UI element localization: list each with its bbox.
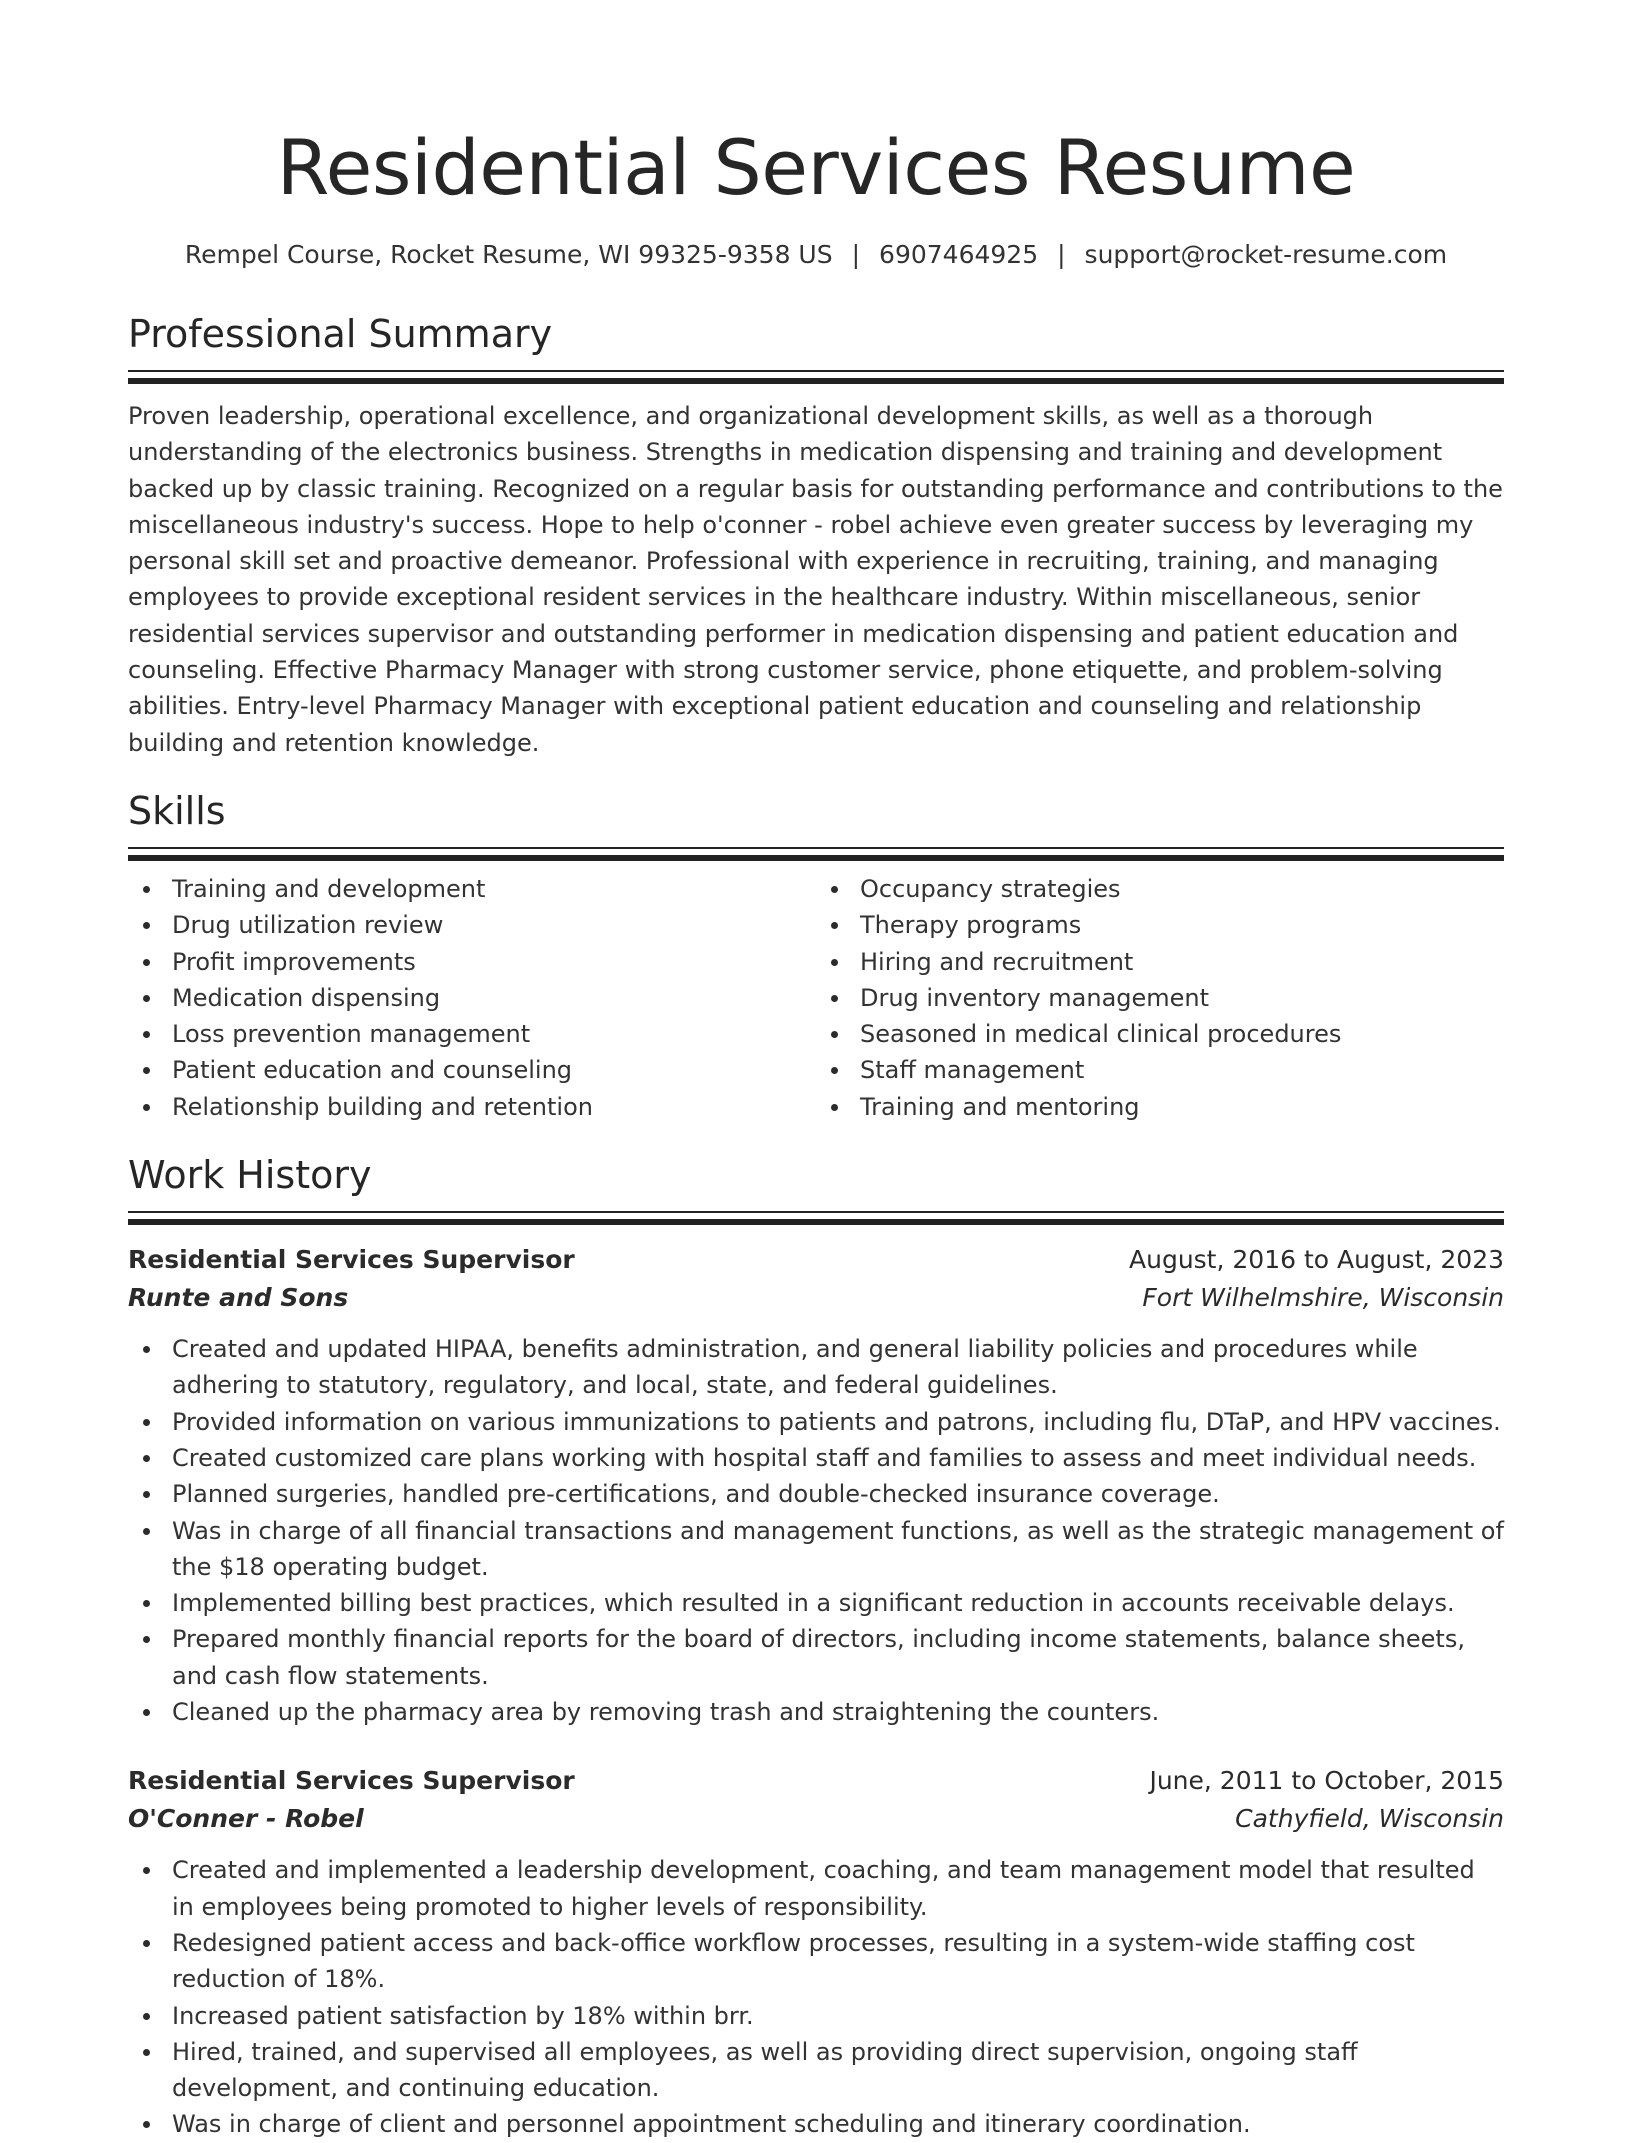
duty-item: Planned surgeries, handled pre-certifications, and double-checked insurance coverage. — [128, 1476, 1504, 1512]
section-divider — [128, 847, 1504, 861]
job-subheader — [128, 1800, 1504, 1838]
contact-line — [128, 238, 1504, 272]
job-duties — [128, 1852, 1504, 2142]
summary-section — [128, 310, 1504, 761]
contact-separator: | — [1057, 240, 1066, 269]
skill-item: Training and mentoring — [816, 1089, 1504, 1125]
skills-list-left — [128, 871, 816, 1125]
skills-heading: Skills — [128, 788, 226, 833]
skill-item: Hiring and recruitment — [816, 944, 1504, 980]
job-title: Residential Services Supervisor — [128, 1766, 575, 1796]
skills-list-right — [816, 871, 1504, 1125]
job-company: Runte and Sons — [128, 1283, 349, 1313]
skill-item: Training and development — [128, 871, 816, 907]
skills-columns — [128, 871, 1504, 1125]
job-subheader — [128, 1279, 1504, 1317]
contact-email[interactable]: support@rocket-resume.com — [1084, 240, 1448, 269]
skills-section — [128, 787, 1504, 1125]
skill-item: Loss prevention management — [128, 1016, 816, 1052]
duty-item: Increased patient satisfaction by 18% within brr. — [128, 1998, 1504, 2034]
skill-item: Patient education and counseling — [128, 1052, 816, 1088]
summary-text: Proven leadership, operational excellence, and organizational development skills, as well as a thorough understanding of the electronics business. Strengths in medication dispensing and training and development backed up by classic training. Recognized on a regular basis for outstanding performance and contributions to the miscellaneous industry's success. Hope to help o'conner - robel achieve even greater success by leveraging my personal skill set and proactive demeanor. Professional with experience in recruiting, training, and managing employees to provide exceptional resident services in the healthcare industry. Within miscellaneous, senior residential services supervisor and outstanding performer in medication dispensing and patient education and counseling. Effective Pharmacy Manager with strong customer service, phone etiquette, and problem-solving abilities. Entry-level Pharmacy Manager with exceptional patient education and counseling and relationship building and retention knowledge. — [128, 402, 1503, 757]
job-location: Fort Wilhelmshire, Wisconsin — [1142, 1283, 1504, 1313]
skill-item: Staff management — [816, 1052, 1504, 1088]
skill-item: Profit improvements — [128, 944, 816, 980]
duty-item: Created customized care plans working with hospital staff and families to assess and meet individual needs. — [128, 1440, 1504, 1476]
job-entry — [128, 1762, 1504, 2142]
job-location: Cathyfield, Wisconsin — [1235, 1804, 1504, 1834]
duty-item: Cleaned up the pharmacy area by removing trash and straightening the counters. — [128, 1694, 1504, 1730]
job-duties — [128, 1331, 1504, 1730]
skill-item: Occupancy strategies — [816, 871, 1504, 907]
contact-address: Rempel Course, Rocket Resume, WI 99325-9358 US — [184, 240, 833, 269]
work-history-section — [128, 1151, 1504, 2143]
skill-item: Medication dispensing — [128, 980, 816, 1016]
contact-phone: 6907464925 — [879, 240, 1039, 269]
resume-title: Residential Services Resume — [276, 123, 1356, 212]
skill-item: Seasoned in medical clinical procedures — [816, 1016, 1504, 1052]
duty-item: Was in charge of all financial transactions and management functions, as well as the strategic management of the $18 operating budget. — [128, 1513, 1504, 1586]
job-company: O'Conner - Robel — [128, 1804, 364, 1834]
job-header — [128, 1762, 1504, 1800]
duty-item: Prepared monthly financial reports for the board of directors, including income statements, balance sheets, and cash flow statements. — [128, 1621, 1504, 1694]
duty-item: Implemented billing best practices, which resulted in a significant reduction in accounts receivable delays. — [128, 1585, 1504, 1621]
duty-item: Created and updated HIPAA, benefits administration, and general liability policies and procedures while adhering to statutory, regulatory, and local, state, and federal guidelines. — [128, 1331, 1504, 1404]
section-divider — [128, 1211, 1504, 1225]
duty-item: Redesigned patient access and back-office workflow processes, resulting in a system-wide staffing cost reduction of 18%. — [128, 1925, 1504, 1998]
job-title: Residential Services Supervisor — [128, 1245, 575, 1275]
summary-heading: Professional Summary — [128, 312, 553, 356]
duty-item: Created and implemented a leadership development, coaching, and team management model that resulted in employees being promoted to higher levels of responsibility. — [128, 1852, 1504, 1925]
skill-item: Relationship building and retention — [128, 1089, 816, 1125]
section-divider — [128, 370, 1504, 384]
duty-item: Was in charge of client and personnel appointment scheduling and itinerary coordination. — [128, 2106, 1504, 2142]
duty-item: Provided information on various immunizations to patients and patrons, including flu, DTaP, and HPV vaccines. — [128, 1404, 1504, 1440]
skill-item: Drug inventory management — [816, 980, 1504, 1016]
job-entry — [128, 1241, 1504, 1730]
skill-item: Drug utilization review — [128, 907, 816, 943]
job-dates: June, 2011 to October, 2015 — [1149, 1766, 1504, 1796]
duty-item: Hired, trained, and supervised all employees, as well as providing direct supervision, ongoing staff development, and continuing education. — [128, 2034, 1504, 2107]
job-dates: August, 2016 to August, 2023 — [1129, 1245, 1504, 1275]
work-history-heading: Work History — [128, 1153, 372, 1198]
job-header — [128, 1241, 1504, 1279]
contact-separator: | — [851, 240, 861, 269]
skill-item: Therapy programs — [816, 907, 1504, 943]
